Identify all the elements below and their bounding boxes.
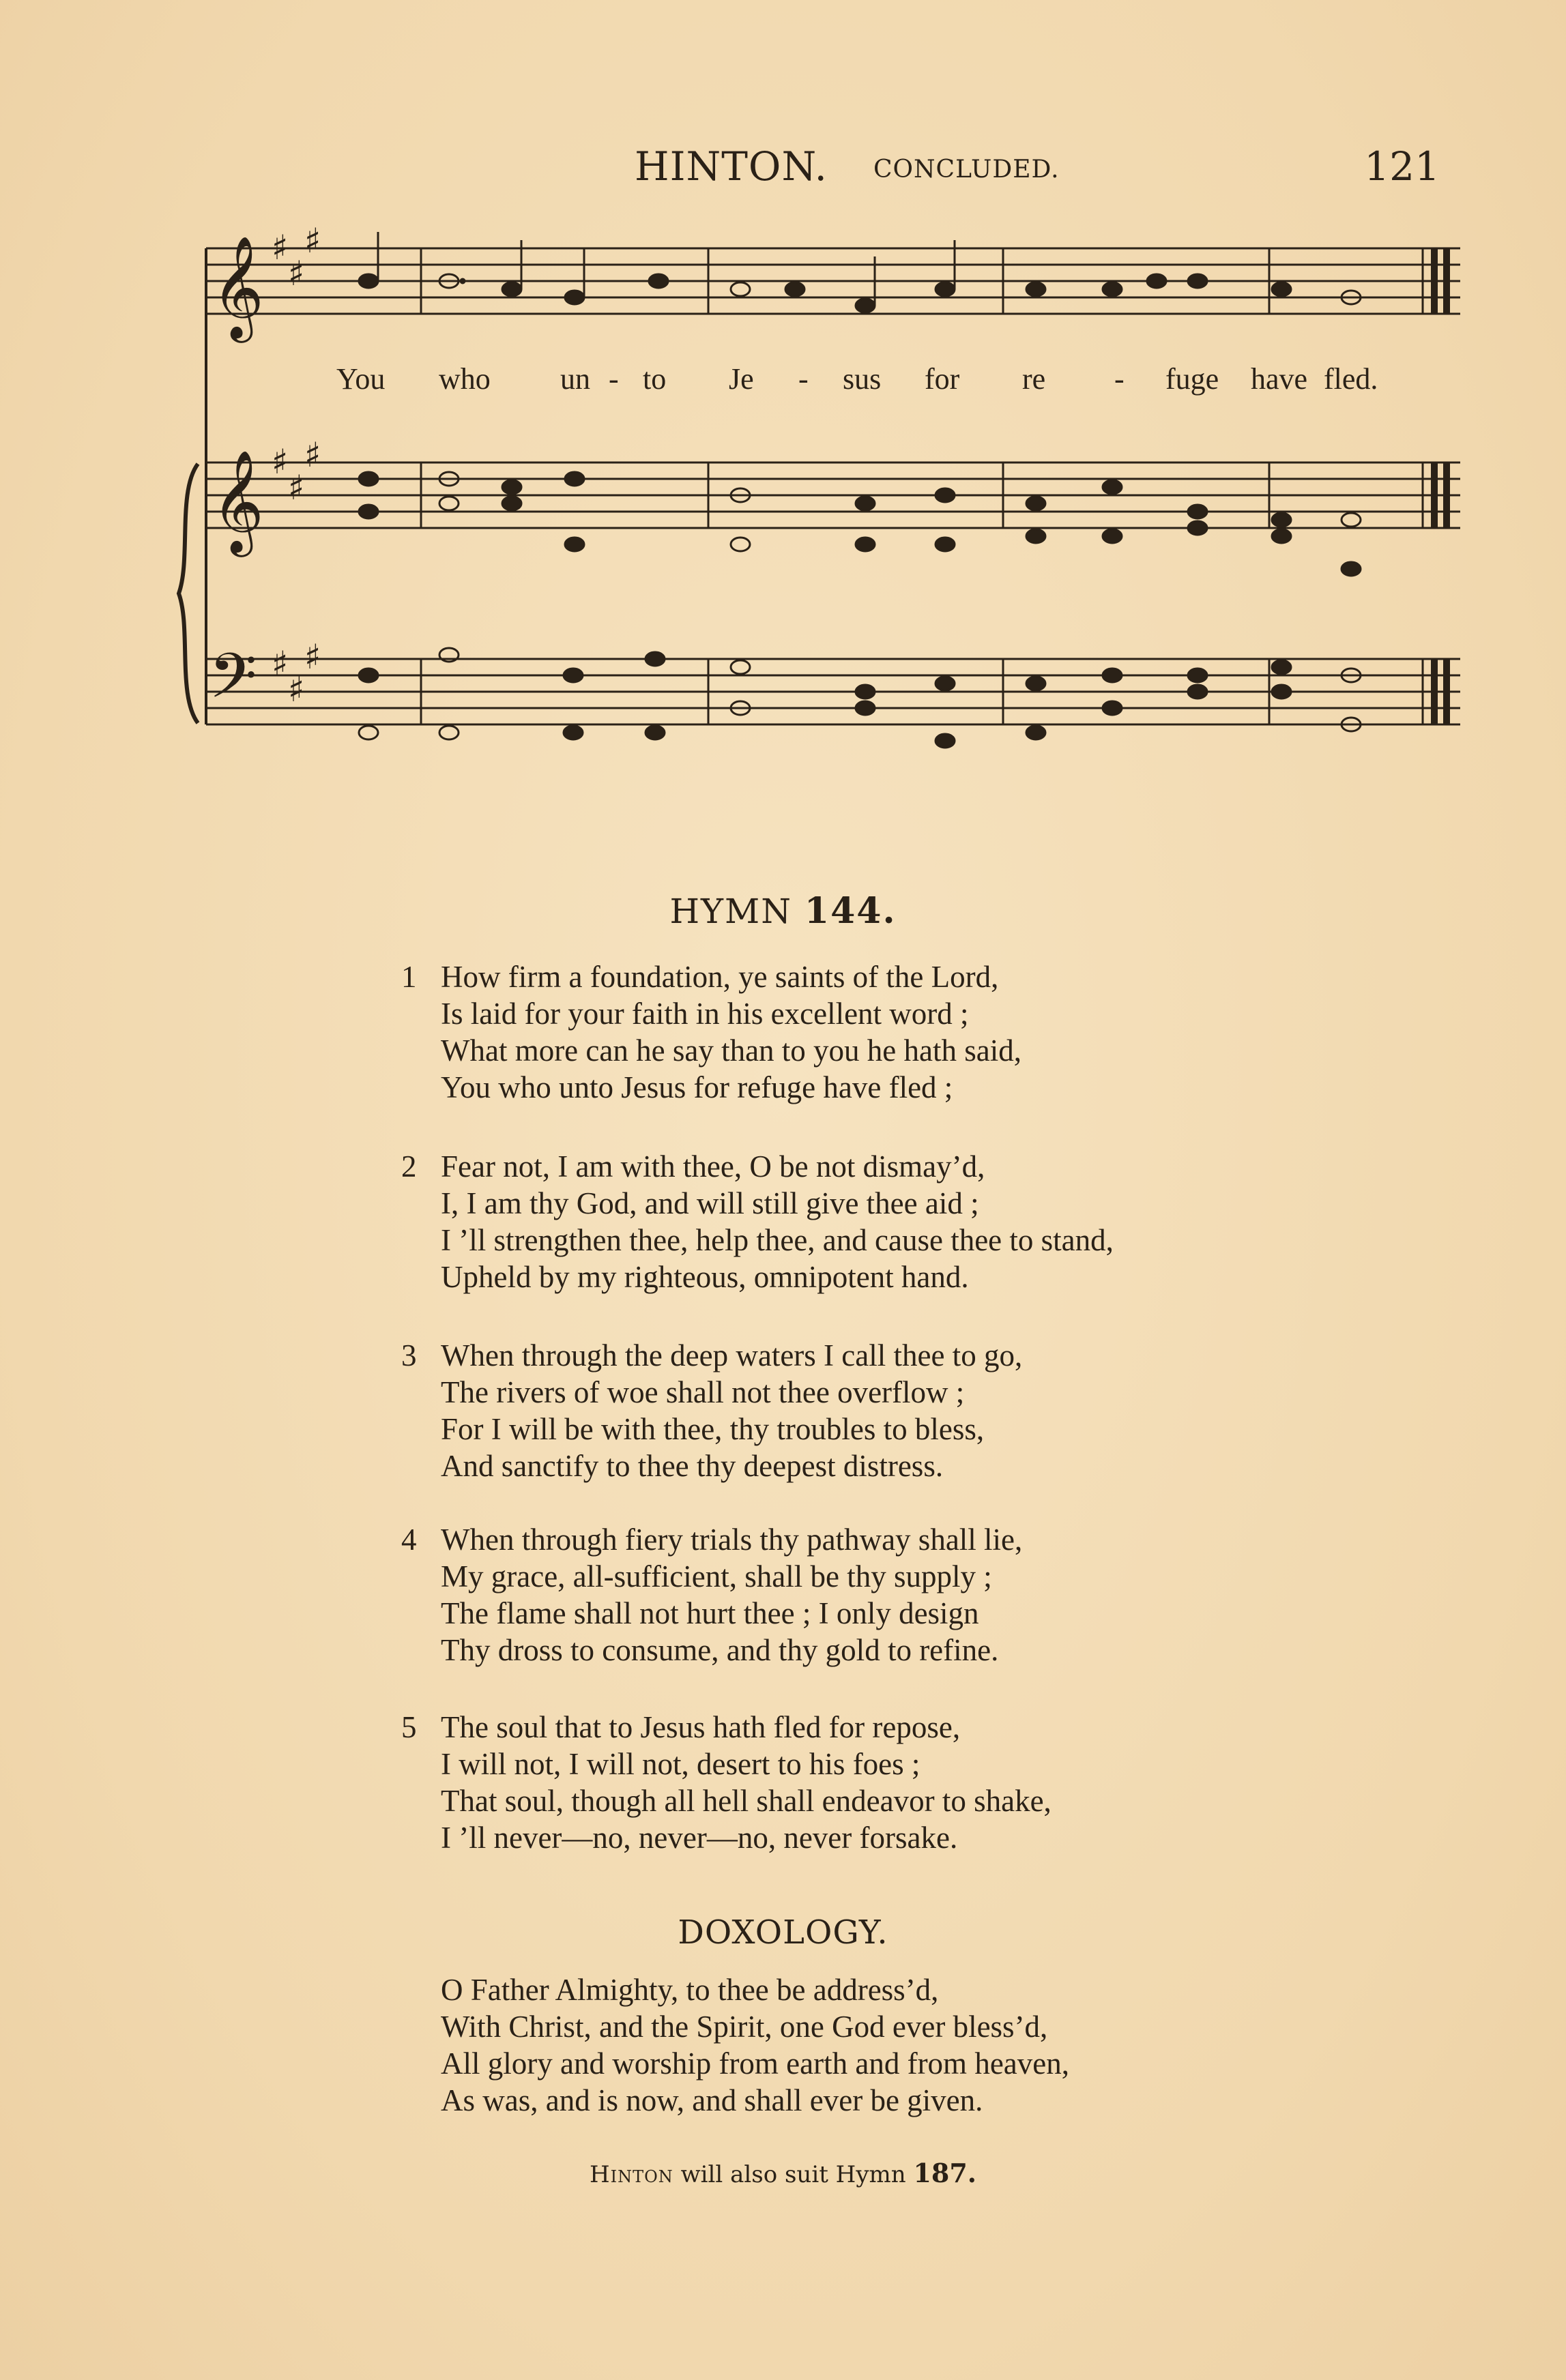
lyric-syllable: fled. [1324, 362, 1378, 396]
verse-line: Fear not, I am with thee, O be not dismay’d, [441, 1149, 985, 1184]
page-number: 121 [1364, 143, 1440, 190]
svg-text:♯: ♯ [288, 670, 305, 709]
hymn-label: HYMN [669, 892, 792, 931]
svg-text:♯: ♯ [288, 254, 305, 293]
lyric-syllable: - [1114, 362, 1125, 396]
svg-text:♯: ♯ [272, 228, 289, 267]
lyric-syllable: You [336, 362, 386, 396]
verse-line: I ’ll strengthen thee, help thee, and cause thee to stand, [441, 1223, 1114, 1257]
music-score [171, 205, 1467, 819]
footnote [0, 2158, 1566, 2188]
footnote-text: will also suit Hymn [680, 2161, 906, 2188]
doxology-line: O Father Almighty, to thee be address’d, [441, 1973, 939, 2007]
verse-line: When through fiery trials thy pathway shall lie, [441, 1523, 1023, 1557]
verse-number: 1 [401, 960, 417, 994]
verse-line: My grace, all-sufficient, shall be thy supply ; [441, 1559, 992, 1593]
lyrics-line [336, 362, 1378, 396]
verse [403, 1521, 1426, 1669]
verse-number: 3 [401, 1338, 417, 1372]
svg-text:♯: ♯ [288, 468, 305, 508]
bass-clef-icon: 𝄢 [209, 640, 257, 727]
svg-text:♯: ♯ [304, 221, 321, 261]
doxology [441, 1971, 1069, 2119]
verse [403, 1709, 1426, 1856]
svg-text:♯: ♯ [272, 442, 289, 482]
verse-line: The flame shall not hurt thee ; I only design [441, 1596, 979, 1630]
lyric-syllable: re [1022, 362, 1046, 396]
tune-title: HINTON. [635, 143, 828, 190]
verse-line: I ’ll never—no, never—no, never forsake. [441, 1821, 958, 1855]
doxology-line: All glory and worship from earth and from heaven, [441, 2046, 1069, 2081]
verse-line: The rivers of woe shall not thee overflow ; [441, 1375, 965, 1409]
verse-line: That soul, though all hell shall endeavor to shake, [441, 1784, 1052, 1818]
verse-line: Upheld by my righteous, omnipotent hand. [441, 1260, 969, 1294]
verse-line: I will not, I will not, desert to his foes ; [441, 1747, 920, 1781]
verse-line: How firm a foundation, ye saints of the Lord, [441, 960, 999, 994]
lyric-syllable: who [439, 362, 491, 396]
verse-number: 2 [401, 1149, 417, 1184]
verse-line: What more can he say than to you he hath said, [441, 1033, 1021, 1068]
verse-line: For I will be with thee, thy troubles to bless, [441, 1412, 985, 1446]
treble-notes [359, 472, 1361, 576]
lyric-syllable: fuge [1165, 362, 1219, 396]
final-barlines [1423, 248, 1447, 724]
verse-line: You who unto Jesus for refuge have fled ; [441, 1070, 953, 1104]
treble-clef-icon: 𝄞 [212, 235, 264, 338]
verse-number: 4 [401, 1523, 417, 1557]
barlines [421, 248, 1269, 724]
svg-text:♯: ♯ [304, 435, 321, 475]
page-header [635, 143, 1440, 198]
lyric-syllable: have [1251, 362, 1308, 396]
verse-line: Is laid for your faith in his excellent word ; [441, 997, 969, 1031]
verse-line: The soul that to Jesus hath fled for repose, [441, 1710, 961, 1744]
doxology-line: As was, and is now, and shall ever be given. [441, 2083, 983, 2117]
svg-text:♯: ♯ [304, 637, 321, 677]
hymn-number: 144. [804, 890, 897, 932]
footnote-tune: Hinton [589, 2161, 673, 2188]
lyric-syllable: un [560, 362, 590, 396]
lyric-syllable: Je [729, 362, 754, 396]
melody-notes [359, 232, 1361, 312]
tune-subtitle: CONCLUDED. [873, 156, 1060, 183]
staff-melody [206, 248, 1460, 314]
lyric-syllable: to [643, 362, 667, 396]
verse-line: Thy dross to consume, and thy gold to refine. [441, 1633, 999, 1667]
footnote-hymn-ref: 187. [913, 2158, 977, 2188]
verse-line: And sanctify to thee thy deepest distress. [441, 1449, 944, 1483]
doxology-line: With Christ, and the Spirit, one God ever bless’d, [441, 2010, 1048, 2044]
lyric-syllable: - [609, 362, 619, 396]
verse-number: 5 [401, 1710, 417, 1744]
verse [403, 1148, 1426, 1295]
hymn-title [0, 890, 1566, 932]
verse-line: I, I am thy God, and will still give thee aid ; [441, 1186, 979, 1220]
system-brace [179, 464, 198, 723]
svg-text:♯: ♯ [272, 644, 289, 684]
bass-notes [359, 648, 1361, 748]
lyric-syllable: for [925, 362, 960, 396]
verse [403, 958, 1426, 1106]
doxology-title: DOXOLOGY. [678, 1913, 888, 1952]
verse [403, 1337, 1426, 1484]
lyric-syllable: - [798, 362, 809, 396]
key-signature [272, 221, 321, 709]
verse-line: When through the deep waters I call thee to go, [441, 1338, 1023, 1372]
treble-clef-icon: 𝄞 [212, 449, 264, 553]
lyric-syllable: sus [843, 362, 882, 396]
